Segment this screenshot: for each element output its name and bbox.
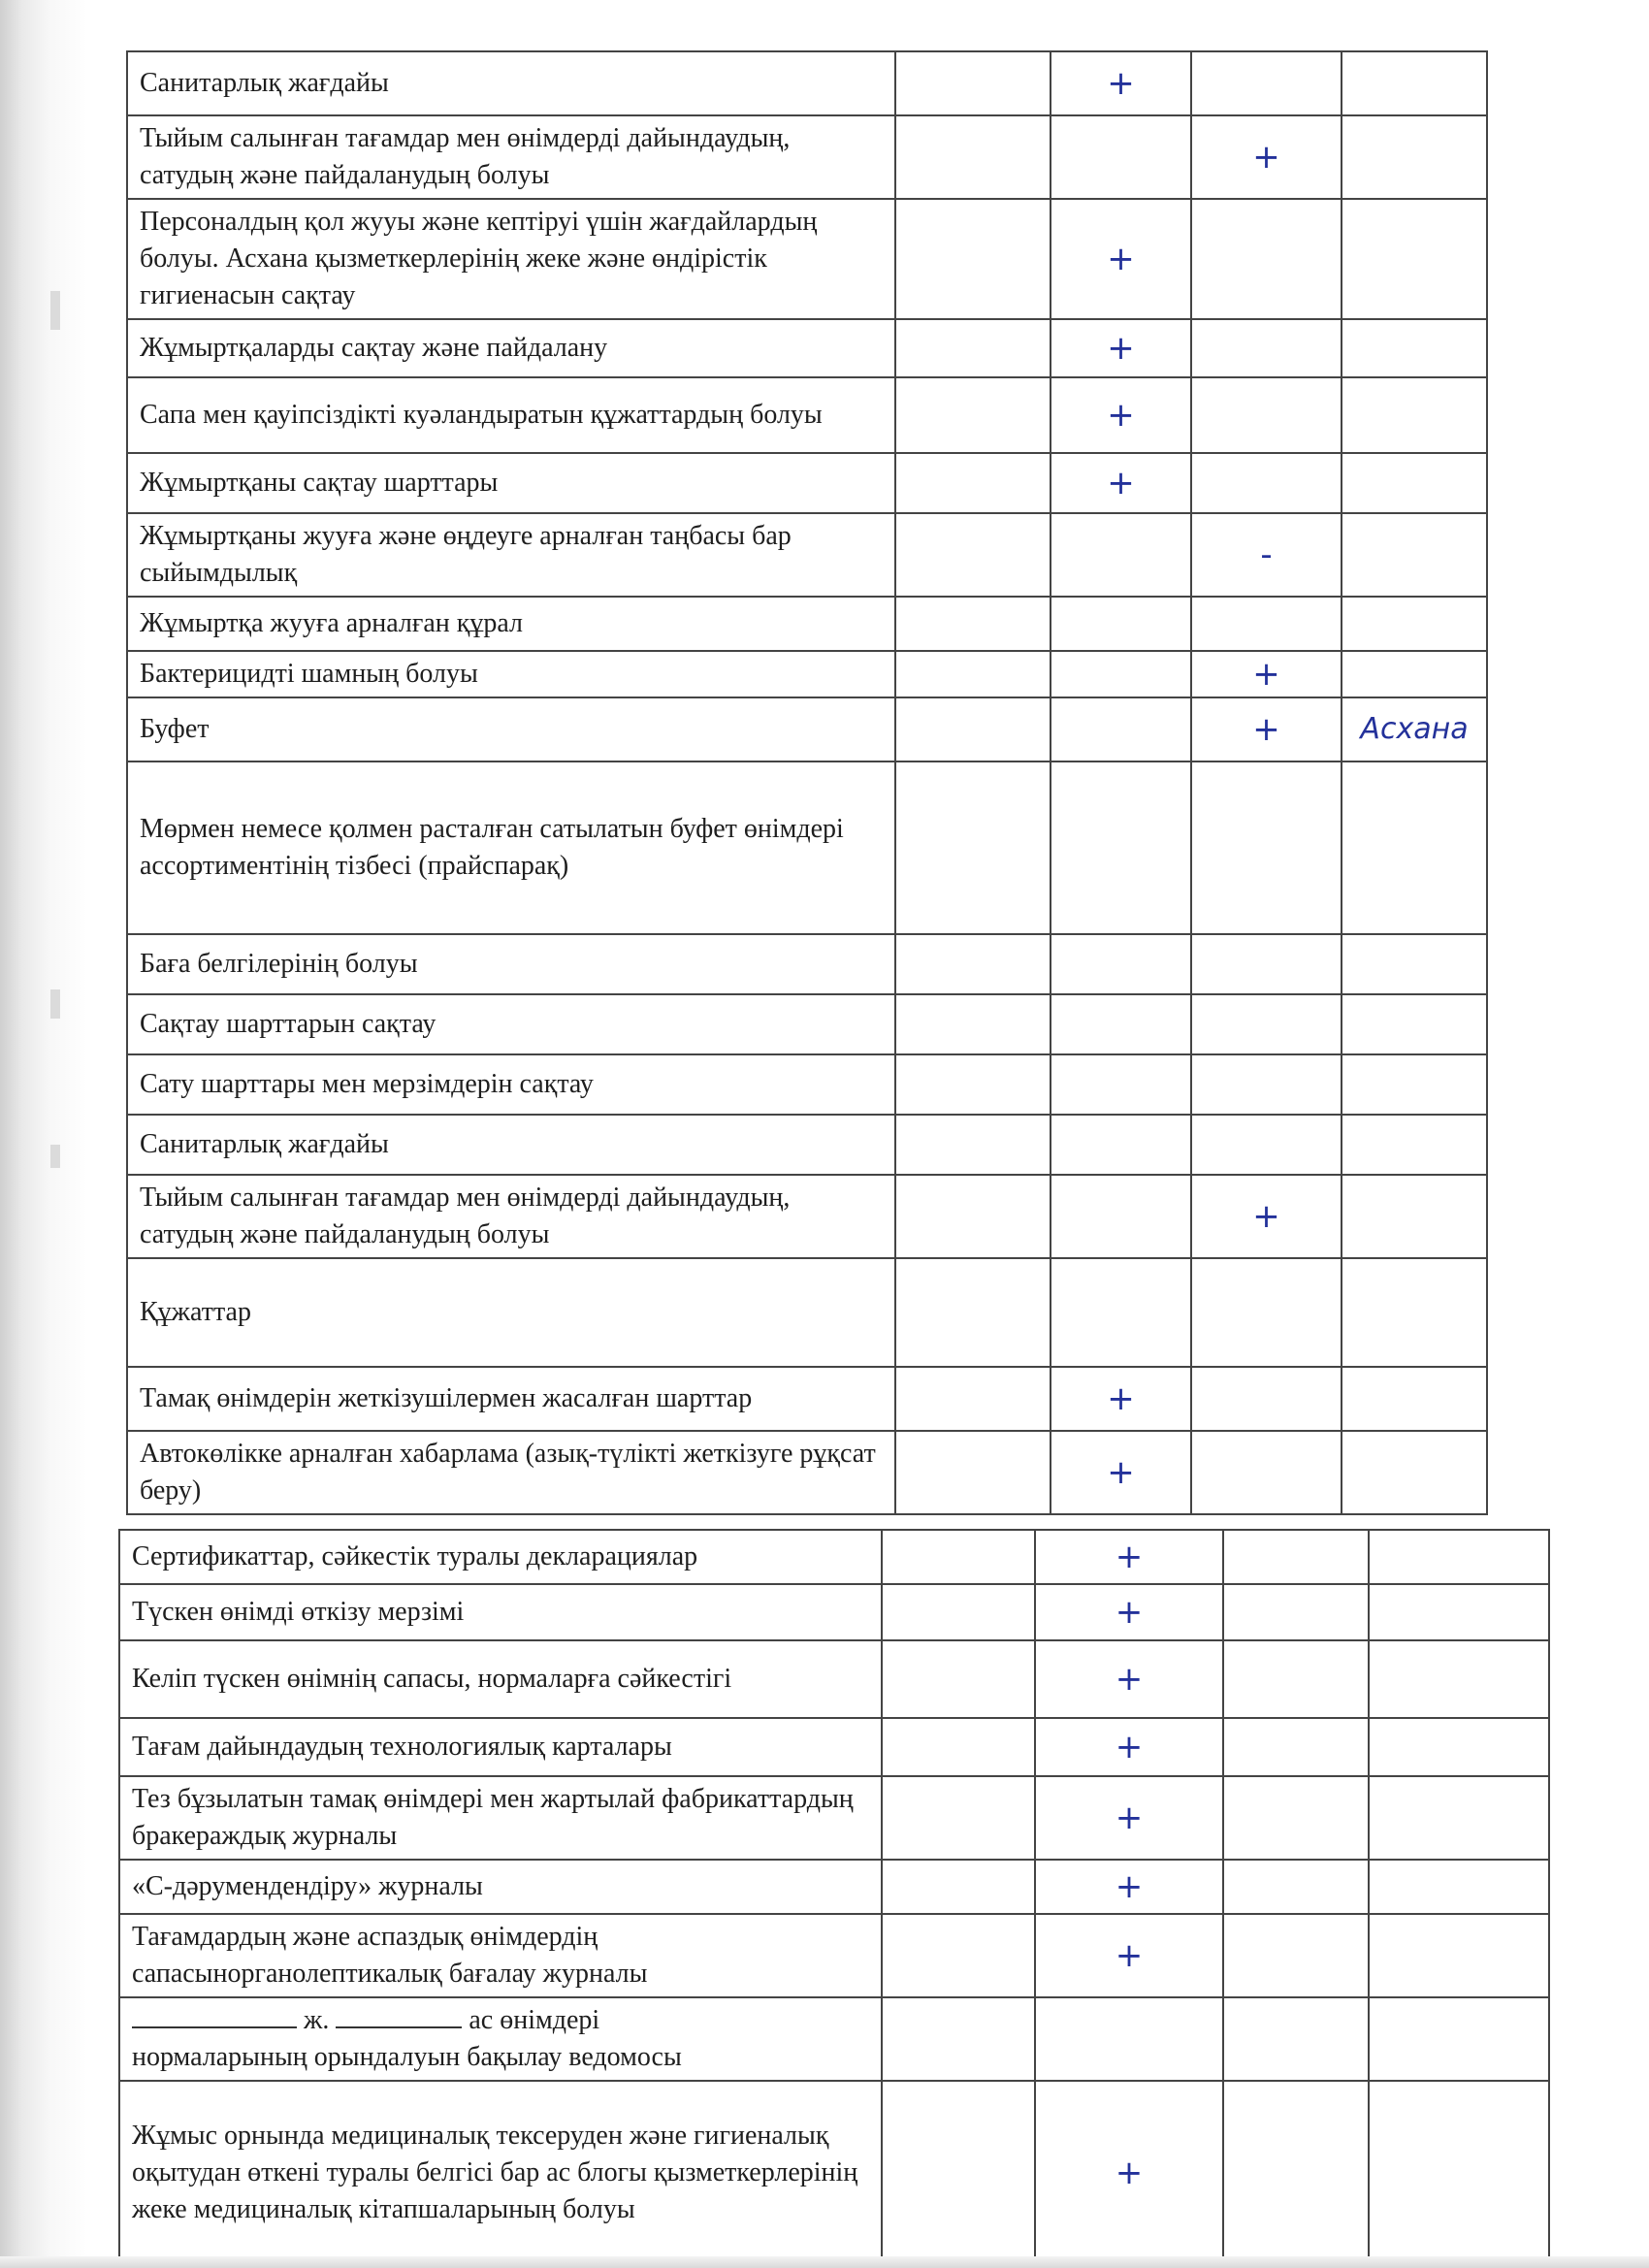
row-label: Сапа мен қауіпсіздікті куәландыратын құжаттардың болуы	[127, 377, 895, 453]
cell-mark: +	[1115, 2154, 1144, 2192]
table-row	[127, 1115, 1487, 1175]
row-label: Құжаттар	[127, 1258, 895, 1367]
table-row	[119, 1860, 1549, 1914]
cell-col3	[1035, 1914, 1223, 1997]
cell-mark: +	[1107, 240, 1135, 278]
row-label: Санитарлық жағдайы	[127, 51, 895, 115]
cell-col3	[1051, 597, 1191, 651]
cell-col4	[1191, 651, 1342, 697]
cell-col5	[1369, 1530, 1549, 1584]
cell-col3	[1051, 1367, 1191, 1431]
cell-mark: +	[1115, 1728, 1144, 1766]
cell-mark: +	[1252, 710, 1280, 749]
scan-shadow	[0, 0, 87, 2268]
cell-col4	[1191, 199, 1342, 319]
cell-col2	[895, 1175, 1051, 1258]
cell-col2	[895, 199, 1051, 319]
blank-line	[336, 2003, 462, 2028]
cell-col4	[1191, 1115, 1342, 1175]
cell-col2	[895, 115, 1051, 199]
cell-col4	[1223, 1914, 1369, 1997]
table-row	[127, 51, 1487, 115]
row-label: Буфет	[127, 697, 895, 761]
cell-mark: +	[1107, 64, 1135, 103]
cell-mark: +	[1115, 1936, 1144, 1975]
cell-col3	[1035, 2081, 1223, 2265]
cell-col4	[1191, 1175, 1342, 1258]
scan-speck	[50, 989, 60, 1019]
cell-col5	[1369, 1997, 1549, 2081]
cell-col3	[1051, 513, 1191, 597]
row-label: Жұмыс орнында медициналық тексеруден және гигиеналық оқытудан өткені туралы белгісі бар ас блогы қызметкерлерінің жеке медициналық кітапшаларының болуы	[119, 2081, 882, 2265]
table-row	[127, 597, 1487, 651]
scan-speck	[50, 291, 60, 330]
cell-col5	[1342, 761, 1487, 934]
row-label: Тыйым салынған тағамдар мен өнімдерді дайындаудың, сатудың және пайдаланудың болуы	[127, 1175, 895, 1258]
cell-col3	[1051, 453, 1191, 513]
table-row	[127, 651, 1487, 697]
cell-col4	[1191, 1258, 1342, 1367]
cell-col4	[1191, 761, 1342, 934]
cell-col3	[1051, 319, 1191, 377]
cell-col3	[1035, 1640, 1223, 1718]
table-row	[119, 1997, 1549, 2081]
cell-mark: +	[1107, 464, 1135, 502]
cell-col5	[1342, 1431, 1487, 1514]
cell-mark: +	[1115, 1538, 1144, 1576]
row-label: Тамақ өнімдерін жеткізушілермен жасалған шарттар	[127, 1367, 895, 1431]
cell-col3	[1051, 1431, 1191, 1514]
cell-col3	[1051, 761, 1191, 934]
row-label: Сертификаттар, сәйкестік туралы декларациялар	[119, 1530, 882, 1584]
table-row	[127, 115, 1487, 199]
cell-col4	[1191, 1054, 1342, 1115]
cell-col2	[895, 697, 1051, 761]
cell-mark: +	[1107, 329, 1135, 368]
cell-col5	[1369, 1860, 1549, 1914]
scan-speck	[50, 1145, 60, 1168]
cell-col3	[1035, 1776, 1223, 1860]
row-label: «С-дәрумендендіру» журналы	[119, 1860, 882, 1914]
cell-col2	[882, 1997, 1035, 2081]
cell-col4	[1223, 1640, 1369, 1718]
cell-col4	[1191, 513, 1342, 597]
cell-col4	[1223, 1860, 1369, 1914]
cell-col4	[1223, 1718, 1369, 1776]
cell-col5	[1369, 1640, 1549, 1718]
row-label: Баға белгілерінің болуы	[127, 934, 895, 994]
cell-col3	[1051, 377, 1191, 453]
cell-col2	[882, 1776, 1035, 1860]
cell-col2	[895, 1367, 1051, 1431]
cell-col3	[1051, 199, 1191, 319]
cell-col4	[1191, 377, 1342, 453]
table-row	[127, 994, 1487, 1054]
cell-col4	[1223, 2081, 1369, 2265]
row-label: Тағамдардың және аспаздық өнімдердің сапасынорганолептикалық бағалау журналы	[119, 1914, 882, 1997]
table-row	[127, 1367, 1487, 1431]
row-label: Тағам дайындаудың технологиялық карталары	[119, 1718, 882, 1776]
cell-col5	[1369, 1584, 1549, 1640]
row-label: Түскен өнімді өткізу мерзімі	[119, 1584, 882, 1640]
row-label: Тыйым салынған тағамдар мен өнімдерді дайындаудың, сатудың және пайдаланудың болуы	[127, 115, 895, 199]
cell-col4	[1191, 934, 1342, 994]
cell-col3	[1051, 1054, 1191, 1115]
cell-col2	[895, 1054, 1051, 1115]
table-row	[127, 761, 1487, 934]
checklist-table-2	[118, 1529, 1550, 2266]
cell-col3	[1051, 697, 1191, 761]
cell-col4	[1191, 319, 1342, 377]
cell-col5	[1342, 697, 1487, 761]
row-label: Жұмыртқаны жууға және өңдеуге арналған таңбасы бар сыйымдылық	[127, 513, 895, 597]
cell-col5	[1342, 513, 1487, 597]
cell-col5	[1342, 115, 1487, 199]
row-label: Сату шарттары мен мерзімдерін сақтау	[127, 1054, 895, 1115]
table-row	[127, 934, 1487, 994]
table-row	[127, 513, 1487, 597]
row-label: Жұмыртқаны сақтау шарттары	[127, 453, 895, 513]
cell-col4	[1191, 697, 1342, 761]
table-row	[119, 1640, 1549, 1718]
cell-mark: +	[1107, 396, 1135, 435]
cell-col3	[1035, 1584, 1223, 1640]
checklist-table-1	[126, 50, 1488, 1515]
cell-col2	[895, 1258, 1051, 1367]
handwritten-note: Асхана	[1360, 712, 1469, 746]
cell-col3	[1051, 934, 1191, 994]
cell-mark: +	[1115, 1867, 1144, 1906]
cell-col5	[1369, 2081, 1549, 2265]
cell-col2	[895, 513, 1051, 597]
cell-col3	[1035, 1718, 1223, 1776]
cell-col4	[1191, 1431, 1342, 1514]
cell-col5	[1342, 199, 1487, 319]
cell-col5	[1342, 377, 1487, 453]
cell-col4	[1191, 597, 1342, 651]
label-suffix: ас өнімдері	[469, 2005, 600, 2035]
table-row	[127, 1431, 1487, 1514]
cell-col5	[1342, 1054, 1487, 1115]
cell-col4	[1223, 1584, 1369, 1640]
cell-mark: +	[1115, 1798, 1144, 1837]
cell-col4	[1191, 994, 1342, 1054]
cell-col4	[1223, 1530, 1369, 1584]
table-row	[127, 199, 1487, 319]
table-row	[127, 1175, 1487, 1258]
cell-col3	[1035, 1997, 1223, 2081]
cell-col2	[895, 934, 1051, 994]
table-row	[127, 319, 1487, 377]
cell-col5	[1342, 934, 1487, 994]
cell-col5	[1342, 651, 1487, 697]
cell-mark: +	[1252, 138, 1280, 177]
cell-col2	[882, 1860, 1035, 1914]
row-label: Бактерицидті шамның болуы	[127, 651, 895, 697]
scan-bottom-edge	[0, 2256, 1649, 2268]
table-row	[119, 2081, 1549, 2265]
cell-col2	[882, 1584, 1035, 1640]
table-row	[127, 453, 1487, 513]
cell-col2	[895, 651, 1051, 697]
table-row	[127, 377, 1487, 453]
cell-col4	[1191, 51, 1342, 115]
cell-col3	[1051, 1175, 1191, 1258]
cell-col3	[1051, 651, 1191, 697]
row-label: Персоналдың қол жууы және кептіруі үшін жағдайлардың болуы. Асхана қызметкерлерінің жеке және өндірістік гигиенасын сақтау	[127, 199, 895, 319]
cell-col5	[1369, 1718, 1549, 1776]
table-row	[127, 1258, 1487, 1367]
cell-col4	[1191, 1367, 1342, 1431]
cell-col3	[1051, 1115, 1191, 1175]
cell-col4	[1223, 1776, 1369, 1860]
cell-col5	[1342, 1115, 1487, 1175]
row-label: Келіп түскен өнімнің сапасы, нормаларға сәйкестігі	[119, 1640, 882, 1718]
label-prefix: ж.	[304, 2005, 330, 2035]
table-row	[119, 1584, 1549, 1640]
row-label: Автокөлікке арналған хабарлама (азық-түлікті жеткізуге рұқсат беру)	[127, 1431, 895, 1514]
cell-col5	[1369, 1776, 1549, 1860]
table-row	[119, 1776, 1549, 1860]
cell-col3	[1035, 1530, 1223, 1584]
cell-col5	[1342, 597, 1487, 651]
cell-col2	[895, 453, 1051, 513]
cell-col2	[895, 597, 1051, 651]
cell-col3	[1051, 994, 1191, 1054]
cell-col3	[1035, 1860, 1223, 1914]
cell-col4	[1191, 453, 1342, 513]
table-row	[127, 697, 1487, 761]
cell-col4	[1223, 1997, 1369, 2081]
row-label: Жұмыртқаларды сақтау және пайдалану	[127, 319, 895, 377]
cell-col5	[1342, 1175, 1487, 1258]
cell-col2	[895, 51, 1051, 115]
cell-col3	[1051, 51, 1191, 115]
cell-mark: +	[1107, 1379, 1135, 1418]
cell-mark: +	[1252, 1197, 1280, 1236]
table-row	[119, 1914, 1549, 1997]
row-label: Сақтау шарттарын сақтау	[127, 994, 895, 1054]
table-row	[119, 1530, 1549, 1584]
cell-col3	[1051, 1258, 1191, 1367]
cell-col2	[895, 319, 1051, 377]
cell-mark: +	[1252, 655, 1280, 694]
cell-col5	[1342, 51, 1487, 115]
cell-col2	[882, 1914, 1035, 1997]
cell-col2	[882, 1530, 1035, 1584]
cell-col2	[895, 761, 1051, 934]
row-label: Тез бұзылатын тамақ өнімдері мен жартылай фабрикаттардың бракераждық журналы	[119, 1776, 882, 1860]
cell-col5	[1342, 319, 1487, 377]
cell-col2	[882, 1640, 1035, 1718]
cell-col2	[895, 994, 1051, 1054]
blank-line	[132, 2003, 297, 2028]
row-label: Санитарлық жағдайы	[127, 1115, 895, 1175]
cell-col2	[882, 1718, 1035, 1776]
cell-col2	[895, 1431, 1051, 1514]
cell-mark: +	[1115, 1660, 1144, 1699]
cell-mark: +	[1107, 1453, 1135, 1492]
table-row	[127, 1054, 1487, 1115]
cell-col2	[895, 377, 1051, 453]
row-label: Мөрмен немесе қолмен расталған сатылатын буфет өнімдері ассортиментінің тізбесі (прайспарақ)	[127, 761, 895, 934]
cell-mark: +	[1115, 1593, 1144, 1632]
row-label-with-blanks	[119, 1997, 882, 2081]
cell-col2	[882, 2081, 1035, 2265]
row-label: Жұмыртқа жууға арналған құрал	[127, 597, 895, 651]
cell-col5	[1342, 1367, 1487, 1431]
cell-col5	[1342, 453, 1487, 513]
cell-col3	[1051, 115, 1191, 199]
label-line2: нормаларының орындалуын бақылау ведомосы	[132, 2042, 682, 2072]
cell-col5	[1342, 994, 1487, 1054]
cell-col5	[1342, 1258, 1487, 1367]
table-row	[119, 1718, 1549, 1776]
cell-col4	[1191, 115, 1342, 199]
cell-mark: -	[1260, 535, 1273, 574]
cell-col5	[1369, 1914, 1549, 1997]
cell-col2	[895, 1115, 1051, 1175]
